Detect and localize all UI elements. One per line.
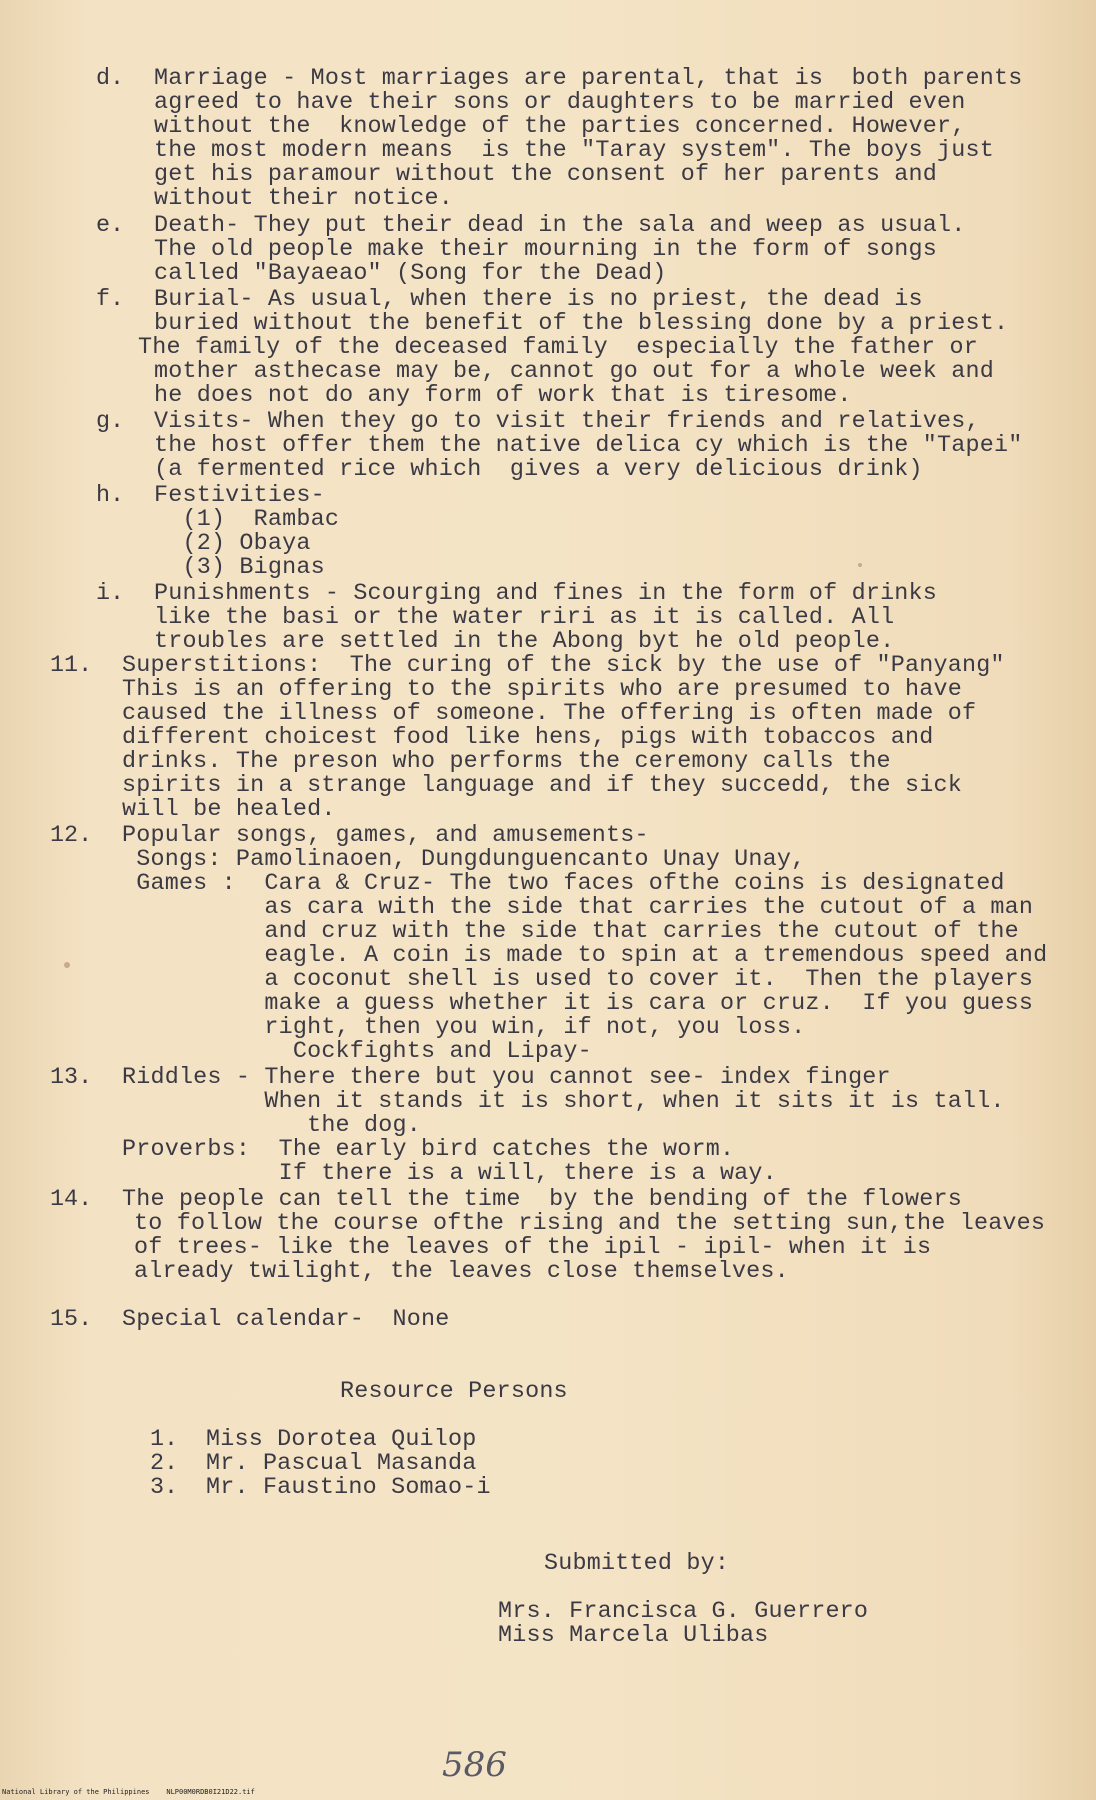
paper-spot [858,563,862,567]
popular-line-10: Cockfights and Lipay- [122,1039,592,1065]
burial-line-3: The family of the deceased family especially the father or [138,335,978,361]
resource-heading: Resource Persons [340,1379,568,1405]
paper-spot [64,962,70,968]
marker-12: 12. [50,823,93,849]
riddles-line-1: Riddles - There there but you cannot see- index finger [122,1065,891,1091]
marriage-line-2: agreed to have their sons or daughters to be married even [154,90,966,116]
popular-line-2: Songs: Pamolinaoen, Dungdunguencanto Unay Unay, [122,847,806,873]
scan-footer: National Library of the Philippines NLP00M0RDB0I21D22.tif [2,1788,255,1796]
resource-person-1: Miss Dorotea Quilop [206,1427,477,1453]
festivity-1: (1) Rambac [154,507,340,533]
visits-line-1: Visits- When they go to visit their friends and relatives, [154,409,980,435]
proverbs-line-2: If there is a will, there is a way. [122,1161,777,1187]
marker-e: e. [96,213,125,239]
popular-line-7: a coconut shell is used to cover it. Then the players [122,967,1034,993]
marker-h: h. [96,483,125,509]
resource-num-2: 2. [150,1451,179,1477]
festivity-3: (3) Bignas [154,555,325,581]
festivity-2: (2) Obaya [154,531,311,557]
popular-line-5: and cruz with the side that carries the cutout of the [122,919,1019,945]
burial-line-2: buried without the benefit of the blessing done by a priest. [154,311,1009,337]
marker-d: d. [96,66,125,92]
resource-num-1: 1. [150,1427,179,1453]
burial-line-5: he does not do any form of work that is tiresome. [154,383,852,409]
submitter-2: Miss Marcela Ulibas [498,1623,769,1649]
burial-line-1: Burial- As usual, when there is no priest, the dead is [154,287,923,313]
time-line-1: The people can tell the time by the bending of the flowers [122,1187,962,1213]
marriage-line-1: Marriage - Most marriages are parental, that is both parents [154,66,1023,92]
visits-line-3: (a fermented rice which gives a very delicious drink) [154,457,923,483]
popular-line-4: as cara with the side that carries the cutout of a man [122,895,1034,921]
time-line-2: to follow the course ofthe rising and the setting sun,the leaves [134,1211,1046,1237]
marker-14: 14. [50,1187,93,1213]
marker-f: f. [96,287,125,313]
death-line-2: The old people make their mourning in the form of songs [154,237,938,263]
marker-11: 11. [50,653,93,679]
riddles-line-2: When it stands it is short, when it sits it is tall. [122,1089,1005,1115]
burial-line-4: mother asthecase may be, cannot go out for a whole week and [154,359,994,385]
superstitions-line-5: drinks. The preson who performs the ceremony calls the [122,749,891,775]
riddles-line-3: the dog. [122,1113,421,1139]
popular-line-6: eagle. A coin is made to spin at a tremendous speed and [122,943,1048,969]
proverbs-line-1: Proverbs: The early bird catches the worm. [122,1137,735,1163]
death-line-1: Death- They put their dead in the sala and weep as usual. [154,213,966,239]
marriage-line-4: the most modern means is the "Taray system". The boys just [154,138,994,164]
marker-i: i. [96,581,125,607]
resource-person-2: Mr. Pascual Masanda [206,1451,477,1477]
festivities-heading: Festivities- [154,483,325,509]
superstitions-line-2: This is an offering to the spirits who are presumed to have [122,677,962,703]
marriage-line-3: without the knowledge of the parties concerned. However, [154,114,966,140]
punishments-line-2: like the basi or the water riri as it is called. All [154,605,895,631]
popular-line-9: right, then you win, if not, you loss. [122,1015,806,1041]
time-line-3: of trees- like the leaves of the ipil - ipil- when it is [134,1235,932,1261]
punishments-line-1: Punishments - Scourging and fines in the form of drinks [154,581,938,607]
popular-line-8: make a guess whether it is cara or cruz. If you guess [122,991,1034,1017]
superstitions-line-3: caused the illness of someone. The offering is often made of [122,701,977,727]
punishments-line-3: troubles are settled in the Abong byt he old people. [154,629,895,655]
marriage-line-6: without their notice. [154,186,453,212]
page-number: 586 [442,1745,507,1785]
popular-line-1: Popular songs, games, and amusements- [122,823,649,849]
submitter-1: Mrs. Francisca G. Guerrero [498,1599,869,1625]
superstitions-line-1: Superstitions: The curing of the sick by the use of "Panyang" [122,653,1005,679]
marker-13: 13. [50,1065,93,1091]
superstitions-line-4: different choicest food like hens, pigs with tobaccos and [122,725,934,751]
submitted-label: Submitted by: [544,1551,730,1577]
superstitions-line-7: will be healed. [122,797,336,823]
death-line-3: called "Bayaeao" (Song for the Dead) [154,261,667,287]
resource-num-3: 3. [150,1475,179,1501]
superstitions-line-6: spirits in a strange language and if they succedd, the sick [122,773,962,799]
marker-15: 15. [50,1307,93,1333]
time-line-4: already twilight, the leaves close themselves. [134,1259,789,1285]
marker-g: g. [96,409,125,435]
resource-person-3: Mr. Faustino Somao-i [206,1475,491,1501]
marriage-line-5: get his paramour without the consent of her parents and [154,162,938,188]
calendar-line-1: Special calendar- None [122,1307,450,1333]
visits-line-2: the host offer them the native delica cy which is the "Tapei" [154,433,1023,459]
popular-line-3: Games : Cara & Cruz- The two faces ofthe coins is designated [122,871,1005,897]
